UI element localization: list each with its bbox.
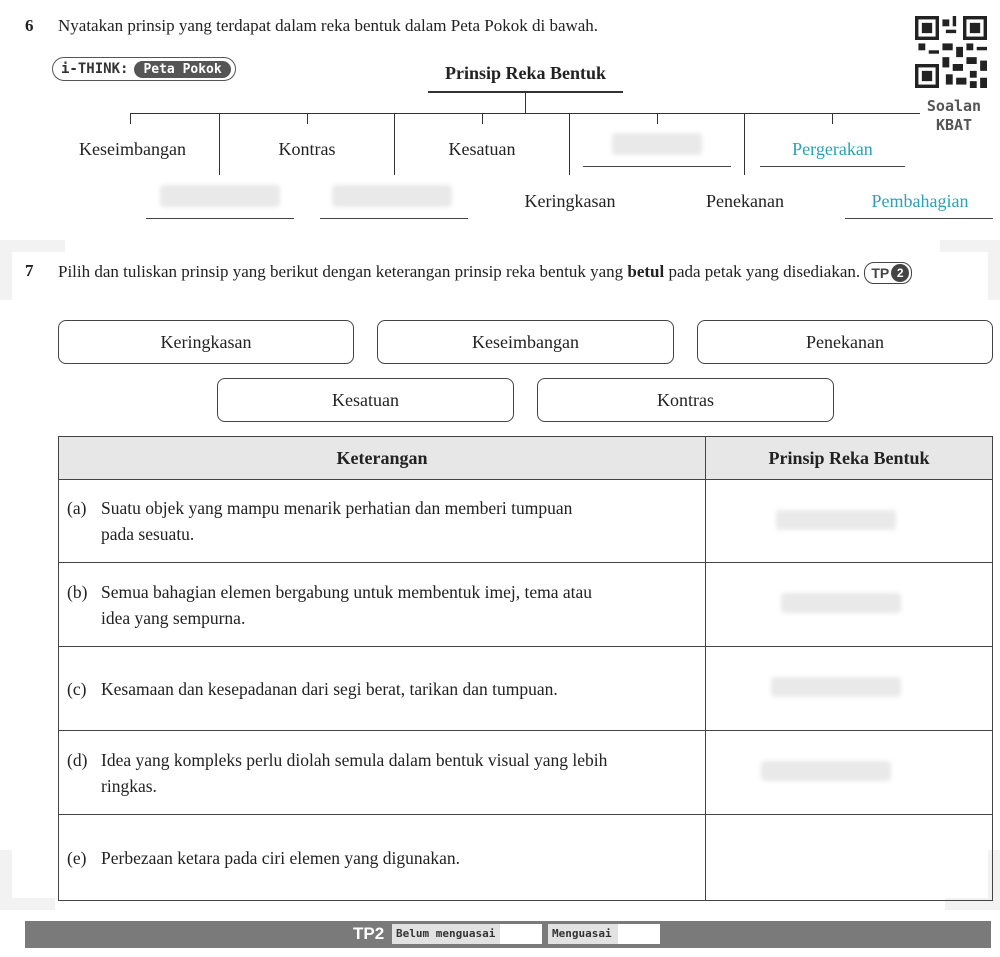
page-frame-corner: [0, 850, 55, 910]
option-keringkasan[interactable]: Keringkasan: [58, 320, 354, 364]
row-line1: Kesamaan dan kesepadanan dari segi berat, tarikan dan tumpuan.: [101, 678, 558, 699]
erased-answer-smudge: [771, 677, 901, 697]
tp-badge-label: TP: [871, 264, 890, 281]
tree-leaf-penekanan: Penekanan: [706, 191, 784, 211]
answer-blank-line[interactable]: [146, 218, 294, 219]
tree-map-title: Prinsip Reka Bentuk: [444, 63, 607, 83]
row-label: (b): [67, 581, 88, 602]
tree-divider: [569, 113, 570, 175]
tree-leaf-pembahagian: Pembahagian: [871, 191, 969, 211]
qr-code-icon[interactable]: [915, 16, 987, 88]
erased-answer-smudge: [761, 761, 891, 781]
row-description: [59, 647, 706, 731]
tree-divider: [219, 113, 220, 175]
row-description: [59, 731, 706, 815]
header-keterangan: Keterangan: [59, 437, 706, 480]
answer-blank-line[interactable]: [320, 218, 468, 219]
row-description: [59, 480, 706, 563]
table-row: [59, 647, 993, 731]
row-label: (e): [67, 847, 87, 868]
question-7-text-part1: Pilih dan tuliskan prinsip yang berikut dengan keterangan prinsip reka bentuk yang: [58, 262, 628, 281]
header-prinsip-reka-bentuk: Prinsip Reka Bentuk: [706, 437, 993, 480]
tree-leaf-kesatuan: Kesatuan: [448, 139, 516, 159]
tp-badge-number: 2: [891, 264, 909, 282]
table-row: [59, 815, 993, 901]
question-6-text: Nyatakan prinsip yang terdapat dalam reka bentuk dalam Peta Pokok di bawah.: [58, 16, 599, 35]
answer-cell[interactable]: [706, 815, 993, 901]
ithink-map-name: Peta Pokok: [134, 61, 230, 78]
option-penekanan[interactable]: Penekanan: [697, 320, 993, 364]
answer-blank-line: [845, 218, 993, 219]
question-7-number: 7: [25, 261, 34, 280]
answer-blank-line[interactable]: [583, 166, 731, 167]
tree-connector: [525, 93, 526, 113]
option-keseimbangan[interactable]: Keseimbangan: [377, 320, 674, 364]
question-7-text: [58, 259, 993, 284]
table-row: [59, 731, 993, 815]
erased-answer-smudge: [160, 185, 280, 207]
kbat-line2: KBAT: [935, 116, 973, 134]
not-mastered-checkbox[interactable]: [500, 924, 542, 944]
row-line1: Semua bahagian elemen bergabung untuk membentuk imej, tema atau: [101, 581, 592, 602]
answer-table: [58, 436, 993, 901]
tree-leaf-pergerakan: Pergerakan: [792, 139, 873, 159]
row-line2: pada sesuatu.: [101, 524, 195, 544]
row-line1: Perbezaan ketara pada ciri elemen yang digunakan.: [101, 847, 461, 868]
answer-cell[interactable]: [706, 563, 993, 647]
answer-blank-line: [760, 166, 905, 167]
erased-answer-smudge: [332, 185, 452, 207]
question-7-text-bold: betul: [627, 262, 665, 281]
ithink-label: i-THINK:: [61, 61, 129, 77]
mastered-checkbox[interactable]: [618, 924, 660, 944]
option-kontras[interactable]: Kontras: [537, 378, 834, 422]
row-label: (c): [67, 678, 87, 699]
question-7-text-part2: pada petak yang disediakan.: [664, 262, 861, 281]
tree-leaf-keringkasan: Keringkasan: [524, 191, 616, 211]
row-label: (a): [67, 498, 87, 518]
table-row: [59, 563, 993, 647]
row-description: [59, 563, 706, 647]
question-6-number: 6: [25, 16, 34, 35]
erased-answer-smudge: [776, 510, 896, 530]
erased-answer-smudge: [781, 593, 901, 613]
ithink-badge: [52, 57, 236, 81]
footer-tp-label: TP2: [353, 924, 385, 943]
tp-level-badge: [864, 262, 912, 284]
answer-cell[interactable]: [706, 731, 993, 815]
tree-stub: [307, 113, 308, 124]
option-kesatuan[interactable]: Kesatuan: [217, 378, 514, 422]
tree-stub: [657, 113, 658, 124]
tree-leaf-keseimbangan: Keseimbangan: [79, 139, 186, 159]
tree-branch-line: [130, 113, 920, 114]
footer-not-mastered-label: Belum menguasai: [392, 924, 500, 944]
row-line2: idea yang sempurna.: [101, 607, 246, 628]
answer-cell[interactable]: [706, 480, 993, 563]
row-line1: Suatu objek yang mampu menarik perhatian dan memberi tumpuan: [101, 498, 573, 518]
tree-divider: [394, 113, 395, 175]
row-line2: ringkas.: [101, 775, 157, 796]
tree-stub: [832, 113, 833, 124]
kbat-label: [918, 97, 990, 135]
row-description: [59, 815, 706, 901]
tree-stub: [130, 113, 131, 124]
row-line1: Idea yang kompleks perlu diolah semula dalam bentuk visual yang lebih: [101, 749, 608, 770]
tree-divider: [744, 113, 745, 175]
footer-mastered-label: Menguasai: [548, 924, 618, 944]
table-header-row: [59, 437, 993, 480]
tree-stub: [482, 113, 483, 124]
row-label: (d): [67, 749, 88, 770]
table-row: [59, 480, 993, 563]
kbat-line1: Soalan: [926, 97, 982, 115]
answer-cell[interactable]: [706, 647, 993, 731]
erased-answer-smudge: [612, 133, 702, 155]
tree-leaf-kontras: Kontras: [278, 139, 336, 159]
